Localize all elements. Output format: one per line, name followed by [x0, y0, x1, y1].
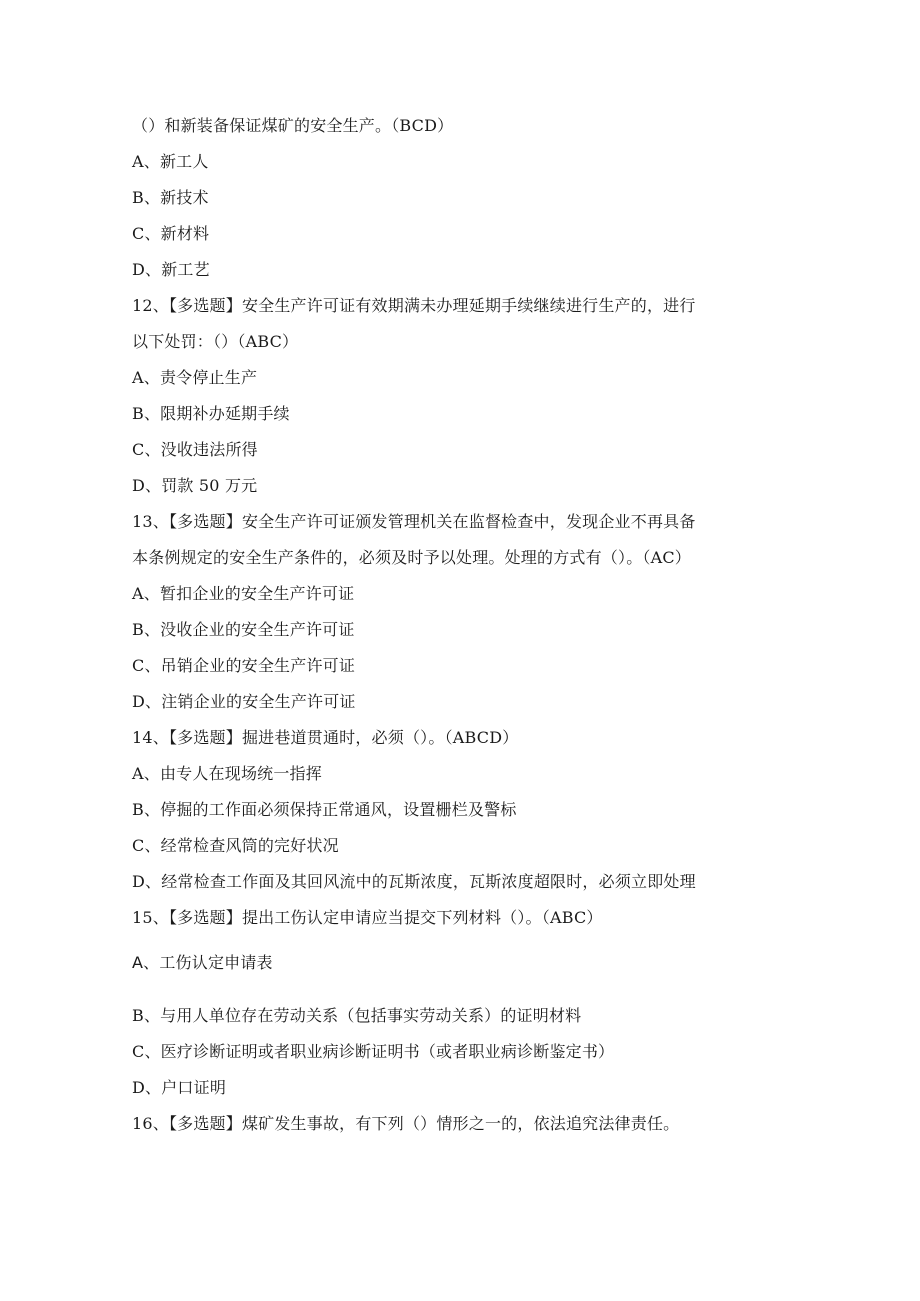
option-line: B、限期补办延期手续 [132, 404, 290, 423]
question-13: 13、【多选题】安全生产许可证颁发管理机关在监督检查中，发现企业不再具备 [132, 512, 696, 531]
option-line: D、注销企业的安全生产许可证 [132, 692, 356, 711]
option-line: B、新技术 [132, 188, 209, 207]
option-line: D、新工艺 [132, 260, 210, 279]
option-line: A、新工人 [132, 152, 209, 171]
question-12-continued: 以下处罚：（）（ABC） [132, 332, 299, 351]
text-line: （）和新装备保证煤矿的安全生产。（BCD） [132, 116, 454, 135]
option-line: D、户口证明 [132, 1078, 227, 1097]
question-12: 12、【多选题】安全生产许可证有效期满未办理延期手续继续进行生产的，进行 [132, 296, 696, 315]
option-line: B、与用人单位存在劳动关系（包括事实劳动关系）的证明材料 [132, 1006, 582, 1025]
option-line: B、没收企业的安全生产许可证 [132, 620, 355, 639]
option-line: C、吊销企业的安全生产许可证 [132, 656, 356, 675]
option-line: A、由专人在现场统一指挥 [132, 764, 322, 783]
option-line: A、责令停止生产 [132, 368, 258, 387]
option-line: A、暂扣企业的安全生产许可证 [132, 584, 355, 603]
option-line: C、经常检查风筒的完好状况 [132, 836, 339, 855]
question-15: 15、【多选题】提出工伤认定申请应当提交下列材料（）。（ABC） [132, 908, 603, 927]
option-line: C、新材料 [132, 224, 210, 243]
option-line: D、罚款 50 万元 [132, 476, 258, 495]
option-line: C、医疗诊断证明或者职业病诊断证明书（或者职业病诊断鉴定书） [132, 1042, 615, 1061]
option-line: C、没收违法所得 [132, 440, 258, 459]
question-13-continued: 本条例规定的安全生产条件的，必须及时予以处理。处理的方式有（）。（AC） [132, 548, 691, 567]
question-16: 16、【多选题】煤矿发生事故，有下列（）情形之一的，依法追究法律责任。 [132, 1114, 680, 1133]
option-line: B、停掘的工作面必须保持正常通风，设置栅栏及警标 [132, 800, 517, 819]
option-line: A、工伤认定申请表 [132, 953, 273, 972]
question-14: 14、【多选题】掘进巷道贯通时，必须（）。（ABCD） [132, 728, 519, 747]
option-line: D、经常检查工作面及其回风流中的瓦斯浓度，瓦斯浓度超限时，必须立即处理 [132, 872, 696, 891]
